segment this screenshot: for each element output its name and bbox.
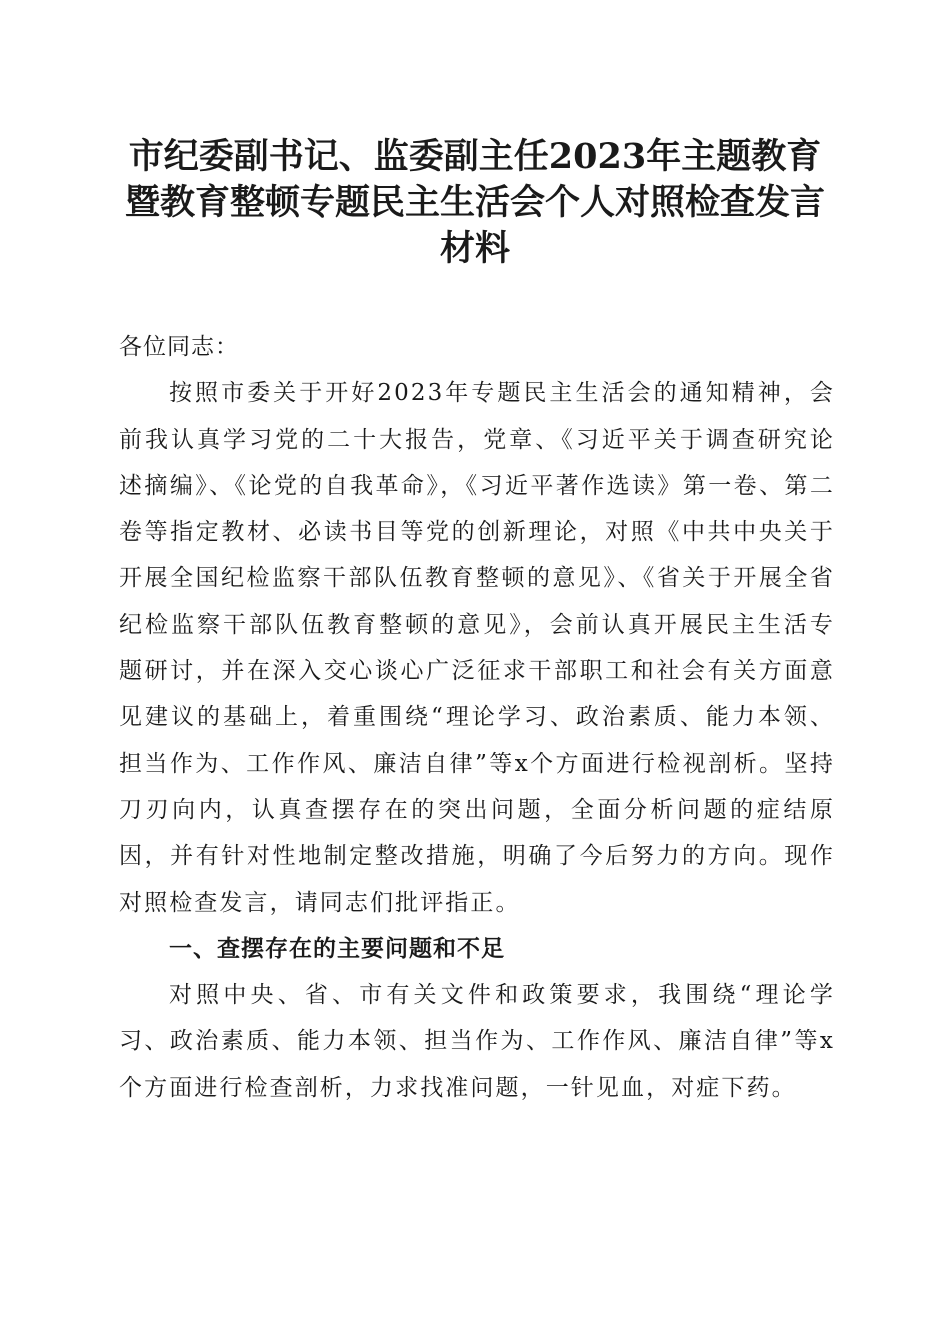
title-line-3: 材料	[439, 228, 510, 269]
document-title	[100, 134, 850, 272]
title-line-2: 暨教育整顿专题民主生活会个人对照检查发言	[124, 182, 825, 223]
salutation: 各位同志：	[119, 334, 239, 360]
paragraph-section-1: 对照中央、省、市有关文件和政策要求，我围绕“理论学习、政治素质、能力本领、担当作为、工作作风、廉洁自律”等x个方面进行检查剖析，力求找准问题，一针见血，对症下药。	[119, 982, 835, 1101]
section-heading: 一、查摆存在的主要问题和不足	[169, 935, 505, 962]
document-body	[119, 324, 835, 1111]
title-line-1: 市纪委副书记、监委副主任2023年主题教育	[128, 136, 822, 177]
paragraph-intro: 按照市委关于开好2023年专题民主生活会的通知精神，会前我认真学习党的二十大报告，党章、《习近平关于调查研究论述摘编》、《论党的自我革命》，《习近平著作选读》第一卷、第二卷等指定教材、必读书目等党的创新理论，对照《中共中央关于开展全国纪检监察干部队伍教育整顿的意见》、《省关于开展全省纪检监察干部队伍教育整顿的意见》，会前认真开展民主生活专题研讨，并在深入交心谈心广泛征求干部职工和社会有关方面意见建议的基础上，着重围绕“理论学习、政治素质、能力本领、担当作为、工作作风、廉洁自律”等x个方面进行检视剖析。坚持刀刃向内，认真查摆存在的突出问题，全面分析问题的症结原因，并有针对性地制定整改措施，明确了今后努力的方向。现作对照检查发言，请同志们批评指正。	[119, 380, 835, 916]
